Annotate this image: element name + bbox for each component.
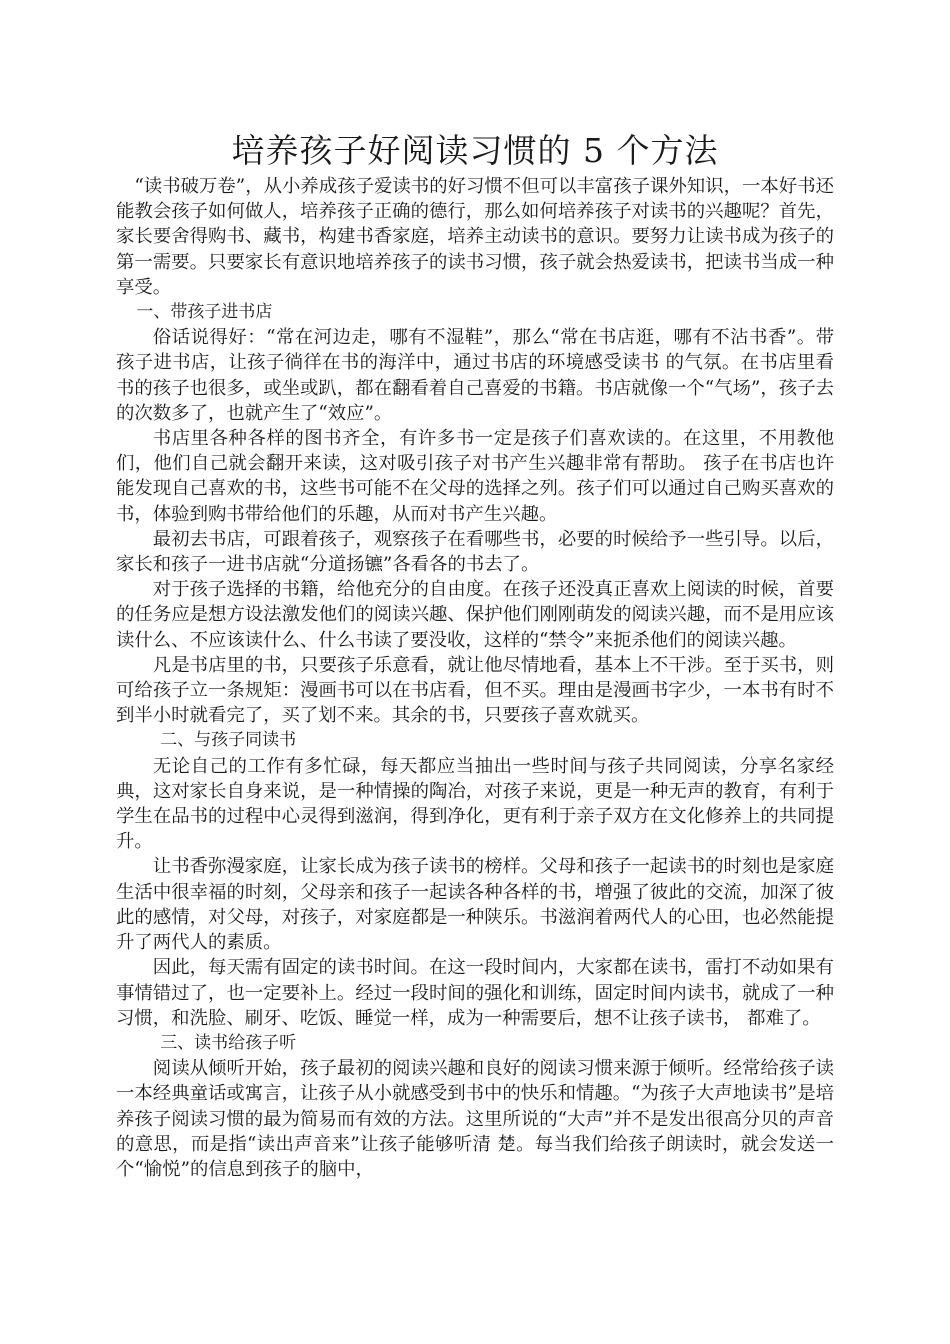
section-heading-1: 一、带孩子进书店 [136, 302, 273, 323]
paragraph: 因此，每天需有固定的读书时间。在这一段时间内，大家都在读书，雷打不动如果有事情错过了，也一定要补上。经过一段时间的强化和训练，固定时间内读书，就成了一种习惯，和洗脸、刷牙、吃饭、睡觉一样，成为一种需要后，想不让孩子读书， 都难了。 [116, 957, 834, 1029]
intro-paragraph: “读书破万卷”，从小养成孩子爱读书的好习惯不但可以丰富孩子课外知识，一本好书还能教会孩子如何做人，培养孩子正确的德行，那么如何培养孩子对读书的兴趣呢？首先，家长要舍得购书、藏书，构建书香家庭，培养主动读书的意识。要努力让读书成为孩子的第一需要。只要家长有意识地培养孩子的读书习惯，孩子就会热爱读书，把读书当成一种享受。 [116, 176, 834, 298]
document-title: 培养孩子好阅读习惯的 5 个方法 [231, 131, 719, 170]
section-heading-2: 二、与孩子同读书 [160, 730, 297, 751]
paragraph: 让书香弥漫家庭，让家长成为孩子读书的榜样。父母和孩子一起读书的时刻也是家庭生活中很幸福的时刻，父母亲和孩子一起读各种各样的书，增强了彼此的交流，加深了彼此的感情，对父母，对孩子，对家庭都是一种陕乐。书滋润着两代人的心田，也必然能提升了两代人的素质。 [116, 856, 834, 954]
section-heading-3: 三、读书给孩子听 [160, 1032, 297, 1053]
paragraph: 最初去书店，可跟着孩子，观察孩子在看哪些书，必要的时候给予一些引导。以后，家长和孩子一进书店就“分道扬镳”各看各的书去了。 [116, 528, 834, 576]
paragraph: 俗话说得好：“常在河边走，哪有不湿鞋”，那么“常在书店逛，哪有不沾书香”。带孩子进书店，让孩子徜徉在书的海洋中，通过书店的环境感受读书 的气氛。在书店里看书的孩子也很多，或坐或趴，都在翻看着自己喜爱的书籍。书店就像一个“气场”，孩子去的次数多了，也就产生了“效应”。 [116, 327, 834, 424]
paragraph: 书店里各种各样的图书齐全，有许多书一定是孩子们喜欢读的。在这里，不用教他们，他们自己就会翻开来读，这对吸引孩子对书产生兴趣非常有帮助。 孩子在书店也许能发现自己喜欢的书，这些书可能不在父母的选择之列。孩子们可以通过自己购买喜欢的书，体验到购书带给他们的乐趣，从而对书产生兴趣。 [116, 428, 834, 525]
document-page [116, 128, 834, 1182]
paragraph: 凡是书店里的书，只要孩子乐意看，就让他尽情地看，基本上不干涉。至于买书，则可给孩子立一条规矩：漫画书可以在书店看，但不买。理由是漫画书字少，一本书有时不到半小时就看完了，买了划不来。其余的书，只要孩子喜欢就买。 [116, 654, 834, 727]
paragraph: 无论自己的工作有多忙碌，每天都应当抽出一些时间与孩子共同阅读，分享名家经典，这对家长自身来说，是一种情操的陶冶，对孩子来说，更是一种无声的教育，有利于学生在品书的过程中心灵得到滋润，得到净化，更有利于亲子双方在文化修养上的共同提升。 [116, 755, 834, 853]
paragraph: 阅读从倾听开始，孩子最初的阅读兴趣和良好的阅读习惯来源于倾听。经常给孩子读一本经典童话或寓言，让孩子从小就感受到书中的快乐和情趣。“为孩子大声地读书”是培养孩子阅读习惯的最为简易而有效的方法。这里所说的“大声”并不是发出很高分贝的声音的意思，而是指“读出声音来”让孩子能够听清 楚。每当我们给孩子朗读时，就会发送一个“愉悦”的信息到孩子的脑中， [116, 1058, 834, 1180]
paragraph: 对于孩子选择的书籍，给他充分的自由度。在孩子还没真正喜欢上阅读的时候，首要的任务应是想方设法激发他们的阅读兴趣、保护他们刚刚萌发的阅读兴趣，而不是用应该读什么、不应该读什么、什么书读了要没收，这样的“禁令”来扼杀他们的阅读兴趣。 [116, 579, 834, 651]
